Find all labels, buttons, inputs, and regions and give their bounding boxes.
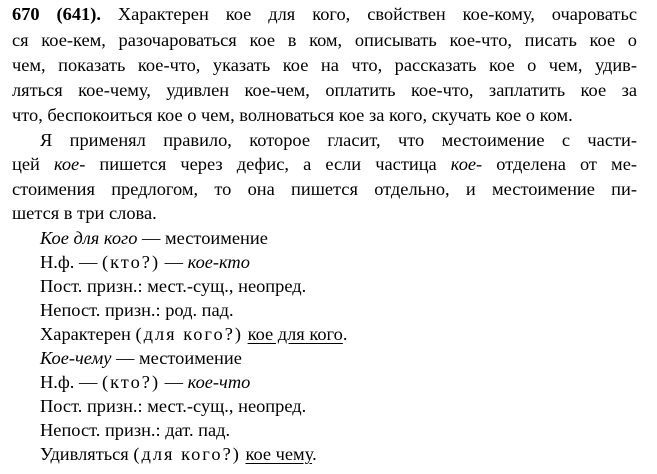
particle-koe-1: кое- (53, 154, 86, 174)
analysis-1-heading: Кое для кого — местоимение (40, 228, 268, 248)
rule-line-3: стоимения предлогом, то она пишется отдельно, и местоимение пи- (12, 179, 637, 199)
particle-koe-2: кое- (450, 154, 483, 174)
exercise-line-5: что, беспокоиться кое о чем, волноваться кое за кого, скучать кое о ком. (12, 105, 573, 125)
exercise-line-3: чем, показать кое-что, указать кое на что, рассказать кое о чем, удив- (12, 55, 637, 75)
exercise-line-4: ляться кое-чему, удивлен кое-чем, оплатить кое-что, заплатить кое за (12, 80, 637, 100)
analysis-2-word: Кое-чему (40, 348, 112, 368)
analysis-1-example: Характерен (для кого?) кое для кого. (40, 324, 348, 344)
analysis-1-variable-features: Непост. призн.: род. пад. (40, 300, 234, 320)
exercise-number: 670 (641). (12, 4, 101, 24)
analysis-2-answer: кое чему (245, 444, 313, 464)
analysis-2-constant-features: Пост. призн.: мест.-сущ., неопред. (40, 396, 307, 416)
analysis-2-heading: Кое-чему — местоимение (40, 348, 242, 368)
rule-line-1: Я применял правило, которое гласит, что местоимение с части- (40, 130, 637, 150)
analysis-1-initial-form: Н.ф. — (кто?) — кое-кто (40, 252, 250, 272)
exercise-line-1 (12, 2, 637, 26)
analysis-2-variable-features: Непост. призн.: дат. пад. (40, 420, 231, 440)
exercise-text-1: Характерен кое для кого, свойствен кое-кому, очароватьс (100, 4, 637, 24)
exercise-line-2: ся кое-кем, разочароваться кое в ком, описывать кое-что, писать кое о (12, 30, 637, 50)
rule-line-4: шется в три слова. (12, 203, 157, 223)
analysis-2-initial-form: Н.ф. — (кто?) — кое-что (40, 372, 251, 392)
analysis-1-constant-features: Пост. призн.: мест.-сущ., неопред. (40, 276, 307, 296)
analysis-2-example: Удивляться (для кого?) кое чему. (40, 444, 317, 464)
analysis-1-answer: кое для кого (247, 324, 343, 344)
rule-line-2: цей кое- пишется через дефис, а если частица кое- отделена от ме- (12, 154, 637, 174)
analysis-1-word: Кое для кого (40, 228, 138, 248)
